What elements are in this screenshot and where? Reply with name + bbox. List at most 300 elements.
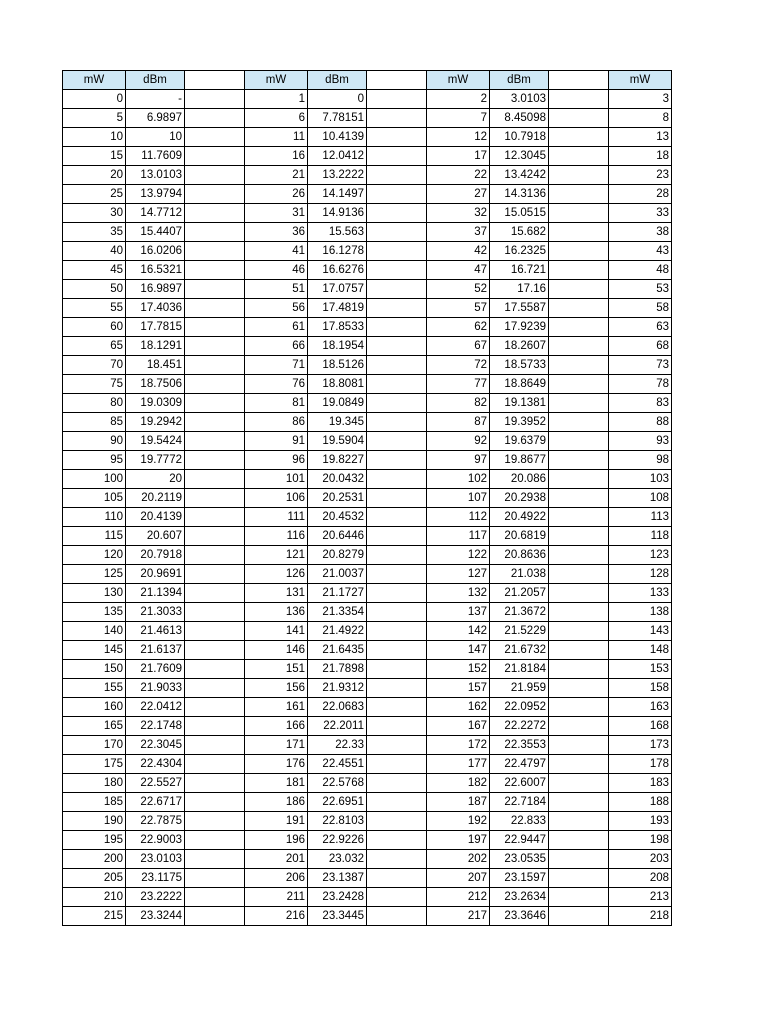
table-cell[interactable] bbox=[185, 261, 245, 280]
table-cell[interactable]: 21.9033 bbox=[126, 679, 185, 698]
table-cell[interactable] bbox=[549, 223, 609, 242]
table-cell[interactable]: 22.8103 bbox=[308, 812, 367, 831]
table-cell[interactable] bbox=[367, 432, 427, 451]
table-cell[interactable] bbox=[549, 622, 609, 641]
table-cell[interactable]: 23.3646 bbox=[490, 907, 549, 926]
table-cell[interactable]: 10 bbox=[126, 128, 185, 147]
table-cell[interactable]: 23.1387 bbox=[308, 869, 367, 888]
table-cell[interactable]: 20.2938 bbox=[490, 489, 549, 508]
table-cell[interactable] bbox=[549, 470, 609, 489]
table-cell[interactable] bbox=[185, 128, 245, 147]
table-cell[interactable]: 3.0103 bbox=[490, 90, 549, 109]
table-cell[interactable] bbox=[185, 888, 245, 907]
table-cell[interactable]: 8.45098 bbox=[490, 109, 549, 128]
table-cell[interactable] bbox=[185, 698, 245, 717]
table-cell[interactable]: 206 bbox=[245, 869, 308, 888]
table-cell[interactable]: 17 bbox=[427, 147, 490, 166]
table-cell[interactable]: 181 bbox=[245, 774, 308, 793]
table-cell[interactable]: 14.9136 bbox=[308, 204, 367, 223]
table-cell[interactable] bbox=[549, 755, 609, 774]
table-cell[interactable]: 18.8649 bbox=[490, 375, 549, 394]
table-cell[interactable]: 96 bbox=[245, 451, 308, 470]
table-cell[interactable] bbox=[185, 603, 245, 622]
table-cell[interactable] bbox=[185, 223, 245, 242]
header-dbm-7[interactable]: dBm bbox=[490, 71, 549, 90]
table-cell[interactable]: 21.3033 bbox=[126, 603, 185, 622]
table-cell[interactable]: 26 bbox=[245, 185, 308, 204]
table-cell[interactable]: 6.9897 bbox=[126, 109, 185, 128]
table-cell[interactable]: 14.7712 bbox=[126, 204, 185, 223]
table-cell[interactable]: 42 bbox=[427, 242, 490, 261]
table-cell[interactable]: 40 bbox=[63, 242, 126, 261]
table-cell[interactable]: 217 bbox=[427, 907, 490, 926]
table-cell[interactable]: 170 bbox=[63, 736, 126, 755]
table-cell[interactable]: 213 bbox=[609, 888, 672, 907]
table-cell[interactable] bbox=[367, 337, 427, 356]
table-cell[interactable] bbox=[549, 850, 609, 869]
table-cell[interactable]: 20.6819 bbox=[490, 527, 549, 546]
table-cell[interactable]: 8 bbox=[609, 109, 672, 128]
table-cell[interactable]: 193 bbox=[609, 812, 672, 831]
table-cell[interactable]: 22.7875 bbox=[126, 812, 185, 831]
table-cell[interactable]: 19.1381 bbox=[490, 394, 549, 413]
table-cell[interactable] bbox=[367, 565, 427, 584]
table-cell[interactable]: 19.5904 bbox=[308, 432, 367, 451]
table-cell[interactable]: 120 bbox=[63, 546, 126, 565]
table-cell[interactable] bbox=[367, 584, 427, 603]
table-cell[interactable] bbox=[549, 147, 609, 166]
header-mw-6[interactable]: mW bbox=[427, 71, 490, 90]
table-cell[interactable] bbox=[367, 128, 427, 147]
table-cell[interactable]: 15.682 bbox=[490, 223, 549, 242]
table-cell[interactable]: 0 bbox=[308, 90, 367, 109]
table-cell[interactable]: 17.8533 bbox=[308, 318, 367, 337]
table-cell[interactable] bbox=[185, 166, 245, 185]
table-cell[interactable]: 187 bbox=[427, 793, 490, 812]
table-cell[interactable] bbox=[549, 375, 609, 394]
table-cell[interactable]: 16 bbox=[245, 147, 308, 166]
table-cell[interactable]: 22.7184 bbox=[490, 793, 549, 812]
table-cell[interactable]: 60 bbox=[63, 318, 126, 337]
table-cell[interactable]: 93 bbox=[609, 432, 672, 451]
table-cell[interactable]: 11.7609 bbox=[126, 147, 185, 166]
table-cell[interactable]: 20.8279 bbox=[308, 546, 367, 565]
table-cell[interactable] bbox=[367, 394, 427, 413]
table-cell[interactable]: 22.0952 bbox=[490, 698, 549, 717]
table-cell[interactable]: 212 bbox=[427, 888, 490, 907]
table-cell[interactable]: 22.6717 bbox=[126, 793, 185, 812]
table-cell[interactable]: 22.0683 bbox=[308, 698, 367, 717]
table-cell[interactable] bbox=[185, 318, 245, 337]
table-cell[interactable]: 186 bbox=[245, 793, 308, 812]
table-cell[interactable] bbox=[367, 679, 427, 698]
table-cell[interactable]: 22.2272 bbox=[490, 717, 549, 736]
table-cell[interactable]: 182 bbox=[427, 774, 490, 793]
table-cell[interactable]: 16.721 bbox=[490, 261, 549, 280]
table-cell[interactable]: 2 bbox=[427, 90, 490, 109]
table-cell[interactable] bbox=[185, 679, 245, 698]
table-cell[interactable]: 38 bbox=[609, 223, 672, 242]
table-cell[interactable]: 52 bbox=[427, 280, 490, 299]
table-cell[interactable] bbox=[185, 584, 245, 603]
table-cell[interactable] bbox=[549, 90, 609, 109]
table-cell[interactable]: 22.4551 bbox=[308, 755, 367, 774]
table-cell[interactable] bbox=[185, 850, 245, 869]
table-cell[interactable]: 166 bbox=[245, 717, 308, 736]
table-cell[interactable]: 19.2942 bbox=[126, 413, 185, 432]
table-cell[interactable]: 68 bbox=[609, 337, 672, 356]
table-cell[interactable] bbox=[549, 280, 609, 299]
table-cell[interactable]: 130 bbox=[63, 584, 126, 603]
table-cell[interactable] bbox=[185, 90, 245, 109]
table-cell[interactable]: 19.5424 bbox=[126, 432, 185, 451]
table-cell[interactable] bbox=[367, 527, 427, 546]
table-cell[interactable]: 22.3553 bbox=[490, 736, 549, 755]
table-cell[interactable] bbox=[549, 432, 609, 451]
table-cell[interactable] bbox=[367, 280, 427, 299]
table-cell[interactable]: 27 bbox=[427, 185, 490, 204]
table-cell[interactable]: 23.0535 bbox=[490, 850, 549, 869]
table-cell[interactable] bbox=[185, 660, 245, 679]
table-cell[interactable]: 18.7506 bbox=[126, 375, 185, 394]
table-cell[interactable]: 138 bbox=[609, 603, 672, 622]
table-cell[interactable]: 21.6435 bbox=[308, 641, 367, 660]
table-cell[interactable]: 13.0103 bbox=[126, 166, 185, 185]
table-cell[interactable] bbox=[185, 508, 245, 527]
table-cell[interactable]: 19.8677 bbox=[490, 451, 549, 470]
table-cell[interactable] bbox=[549, 394, 609, 413]
table-cell[interactable] bbox=[367, 470, 427, 489]
table-cell[interactable]: 21.6137 bbox=[126, 641, 185, 660]
table-cell[interactable] bbox=[367, 375, 427, 394]
table-cell[interactable]: 143 bbox=[609, 622, 672, 641]
table-cell[interactable]: 15.0515 bbox=[490, 204, 549, 223]
table-cell[interactable] bbox=[549, 717, 609, 736]
table-cell[interactable] bbox=[549, 869, 609, 888]
table-cell[interactable]: 195 bbox=[63, 831, 126, 850]
table-cell[interactable]: 23.2222 bbox=[126, 888, 185, 907]
table-cell[interactable]: 216 bbox=[245, 907, 308, 926]
table-cell[interactable]: 22 bbox=[427, 166, 490, 185]
table-cell[interactable]: 67 bbox=[427, 337, 490, 356]
table-cell[interactable]: 21.959 bbox=[490, 679, 549, 698]
table-cell[interactable]: 23.032 bbox=[308, 850, 367, 869]
table-cell[interactable]: 202 bbox=[427, 850, 490, 869]
table-cell[interactable]: 142 bbox=[427, 622, 490, 641]
table-cell[interactable]: 132 bbox=[427, 584, 490, 603]
table-cell[interactable]: 21.7898 bbox=[308, 660, 367, 679]
table-cell[interactable]: 78 bbox=[609, 375, 672, 394]
table-cell[interactable]: 17.7815 bbox=[126, 318, 185, 337]
table-cell[interactable]: 163 bbox=[609, 698, 672, 717]
table-cell[interactable]: 20.7918 bbox=[126, 546, 185, 565]
table-cell[interactable] bbox=[367, 166, 427, 185]
header-spacer-8[interactable] bbox=[549, 71, 609, 90]
table-cell[interactable]: 197 bbox=[427, 831, 490, 850]
table-cell[interactable]: 21.3354 bbox=[308, 603, 367, 622]
table-cell[interactable] bbox=[367, 147, 427, 166]
table-cell[interactable]: 22.9226 bbox=[308, 831, 367, 850]
table-cell[interactable]: 121 bbox=[245, 546, 308, 565]
table-cell[interactable]: 14.1497 bbox=[308, 185, 367, 204]
table-cell[interactable] bbox=[549, 242, 609, 261]
table-cell[interactable] bbox=[367, 831, 427, 850]
table-cell[interactable]: 168 bbox=[609, 717, 672, 736]
table-cell[interactable] bbox=[185, 527, 245, 546]
table-cell[interactable]: 10 bbox=[63, 128, 126, 147]
table-cell[interactable]: 22.0412 bbox=[126, 698, 185, 717]
table-cell[interactable]: 192 bbox=[427, 812, 490, 831]
table-cell[interactable]: 83 bbox=[609, 394, 672, 413]
table-cell[interactable]: 47 bbox=[427, 261, 490, 280]
table-cell[interactable]: 15 bbox=[63, 147, 126, 166]
table-cell[interactable] bbox=[185, 565, 245, 584]
table-cell[interactable]: 19.0849 bbox=[308, 394, 367, 413]
table-cell[interactable]: 210 bbox=[63, 888, 126, 907]
header-mw-0[interactable]: mW bbox=[63, 71, 126, 90]
table-cell[interactable] bbox=[185, 717, 245, 736]
table-cell[interactable] bbox=[549, 698, 609, 717]
table-cell[interactable] bbox=[367, 698, 427, 717]
table-cell[interactable] bbox=[367, 888, 427, 907]
table-cell[interactable]: 45 bbox=[63, 261, 126, 280]
table-cell[interactable] bbox=[549, 166, 609, 185]
table-cell[interactable]: 172 bbox=[427, 736, 490, 755]
table-cell[interactable]: 128 bbox=[609, 565, 672, 584]
table-cell[interactable]: 21.5229 bbox=[490, 622, 549, 641]
table-cell[interactable]: 19.7772 bbox=[126, 451, 185, 470]
table-cell[interactable] bbox=[367, 850, 427, 869]
table-cell[interactable] bbox=[185, 755, 245, 774]
table-cell[interactable]: 61 bbox=[245, 318, 308, 337]
table-cell[interactable]: 153 bbox=[609, 660, 672, 679]
table-cell[interactable] bbox=[185, 831, 245, 850]
table-cell[interactable]: 16.0206 bbox=[126, 242, 185, 261]
table-cell[interactable]: 32 bbox=[427, 204, 490, 223]
table-cell[interactable]: 21.3672 bbox=[490, 603, 549, 622]
table-cell[interactable] bbox=[185, 622, 245, 641]
table-cell[interactable] bbox=[549, 337, 609, 356]
table-cell[interactable]: 17.4036 bbox=[126, 299, 185, 318]
table-cell[interactable] bbox=[185, 109, 245, 128]
table-cell[interactable] bbox=[367, 413, 427, 432]
table-cell[interactable]: 66 bbox=[245, 337, 308, 356]
table-cell[interactable]: 122 bbox=[427, 546, 490, 565]
table-cell[interactable]: 100 bbox=[63, 470, 126, 489]
table-cell[interactable] bbox=[367, 546, 427, 565]
table-cell[interactable]: 116 bbox=[245, 527, 308, 546]
table-cell[interactable]: 22.33 bbox=[308, 736, 367, 755]
table-cell[interactable] bbox=[367, 869, 427, 888]
table-cell[interactable]: 87 bbox=[427, 413, 490, 432]
table-cell[interactable] bbox=[367, 109, 427, 128]
table-cell[interactable] bbox=[185, 470, 245, 489]
table-cell[interactable]: 190 bbox=[63, 812, 126, 831]
table-cell[interactable] bbox=[549, 261, 609, 280]
table-cell[interactable]: 147 bbox=[427, 641, 490, 660]
table-cell[interactable]: 86 bbox=[245, 413, 308, 432]
table-cell[interactable]: 141 bbox=[245, 622, 308, 641]
table-cell[interactable]: 146 bbox=[245, 641, 308, 660]
table-cell[interactable]: 80 bbox=[63, 394, 126, 413]
table-cell[interactable]: 207 bbox=[427, 869, 490, 888]
table-cell[interactable] bbox=[549, 489, 609, 508]
table-cell[interactable]: 65 bbox=[63, 337, 126, 356]
table-cell[interactable]: 23.0103 bbox=[126, 850, 185, 869]
table-cell[interactable]: 16.5321 bbox=[126, 261, 185, 280]
table-cell[interactable]: 145 bbox=[63, 641, 126, 660]
table-cell[interactable]: 191 bbox=[245, 812, 308, 831]
table-cell[interactable]: 88 bbox=[609, 413, 672, 432]
table-cell[interactable] bbox=[549, 128, 609, 147]
table-cell[interactable]: 53 bbox=[609, 280, 672, 299]
table-cell[interactable]: 82 bbox=[427, 394, 490, 413]
table-cell[interactable]: 23.3445 bbox=[308, 907, 367, 926]
table-cell[interactable]: 208 bbox=[609, 869, 672, 888]
table-cell[interactable]: 7.78151 bbox=[308, 109, 367, 128]
table-cell[interactable] bbox=[549, 508, 609, 527]
table-cell[interactable]: 62 bbox=[427, 318, 490, 337]
table-cell[interactable]: 135 bbox=[63, 603, 126, 622]
table-cell[interactable]: 165 bbox=[63, 717, 126, 736]
table-cell[interactable]: 201 bbox=[245, 850, 308, 869]
table-cell[interactable]: 50 bbox=[63, 280, 126, 299]
table-cell[interactable] bbox=[185, 299, 245, 318]
table-cell[interactable]: 198 bbox=[609, 831, 672, 850]
table-cell[interactable]: 95 bbox=[63, 451, 126, 470]
table-cell[interactable]: 28 bbox=[609, 185, 672, 204]
table-cell[interactable] bbox=[549, 413, 609, 432]
table-cell[interactable]: - bbox=[126, 90, 185, 109]
table-cell[interactable] bbox=[367, 451, 427, 470]
table-cell[interactable]: 167 bbox=[427, 717, 490, 736]
table-cell[interactable]: 13.9794 bbox=[126, 185, 185, 204]
table-cell[interactable]: 22.5527 bbox=[126, 774, 185, 793]
table-cell[interactable]: 176 bbox=[245, 755, 308, 774]
table-cell[interactable]: 97 bbox=[427, 451, 490, 470]
table-cell[interactable]: 76 bbox=[245, 375, 308, 394]
table-cell[interactable] bbox=[549, 774, 609, 793]
table-cell[interactable]: 18.451 bbox=[126, 356, 185, 375]
table-cell[interactable] bbox=[549, 584, 609, 603]
table-cell[interactable] bbox=[185, 185, 245, 204]
table-cell[interactable]: 18.8081 bbox=[308, 375, 367, 394]
table-cell[interactable]: 41 bbox=[245, 242, 308, 261]
table-cell[interactable]: 108 bbox=[609, 489, 672, 508]
table-cell[interactable]: 22.9003 bbox=[126, 831, 185, 850]
table-cell[interactable]: 98 bbox=[609, 451, 672, 470]
table-cell[interactable]: 18.5126 bbox=[308, 356, 367, 375]
table-cell[interactable]: 127 bbox=[427, 565, 490, 584]
table-cell[interactable]: 21 bbox=[245, 166, 308, 185]
table-cell[interactable]: 123 bbox=[609, 546, 672, 565]
table-cell[interactable]: 160 bbox=[63, 698, 126, 717]
table-cell[interactable]: 15.563 bbox=[308, 223, 367, 242]
table-cell[interactable]: 23.1597 bbox=[490, 869, 549, 888]
table-cell[interactable]: 48 bbox=[609, 261, 672, 280]
table-cell[interactable]: 37 bbox=[427, 223, 490, 242]
table-cell[interactable]: 117 bbox=[427, 527, 490, 546]
table-cell[interactable] bbox=[185, 337, 245, 356]
table-cell[interactable]: 156 bbox=[245, 679, 308, 698]
table-cell[interactable] bbox=[549, 736, 609, 755]
table-cell[interactable]: 22.9447 bbox=[490, 831, 549, 850]
table-cell[interactable]: 21.038 bbox=[490, 565, 549, 584]
table-cell[interactable]: 85 bbox=[63, 413, 126, 432]
table-cell[interactable]: 157 bbox=[427, 679, 490, 698]
table-cell[interactable]: 22.4304 bbox=[126, 755, 185, 774]
table-cell[interactable]: 110 bbox=[63, 508, 126, 527]
table-cell[interactable]: 200 bbox=[63, 850, 126, 869]
table-cell[interactable]: 17.9239 bbox=[490, 318, 549, 337]
table-cell[interactable] bbox=[185, 869, 245, 888]
table-cell[interactable]: 211 bbox=[245, 888, 308, 907]
table-cell[interactable]: 180 bbox=[63, 774, 126, 793]
table-cell[interactable]: 118 bbox=[609, 527, 672, 546]
table-cell[interactable]: 101 bbox=[245, 470, 308, 489]
table-cell[interactable]: 19.345 bbox=[308, 413, 367, 432]
table-cell[interactable]: 103 bbox=[609, 470, 672, 489]
table-cell[interactable]: 175 bbox=[63, 755, 126, 774]
table-cell[interactable]: 21.2057 bbox=[490, 584, 549, 603]
table-cell[interactable] bbox=[185, 451, 245, 470]
table-cell[interactable]: 12.3045 bbox=[490, 147, 549, 166]
table-cell[interactable]: 30 bbox=[63, 204, 126, 223]
table-cell[interactable]: 92 bbox=[427, 432, 490, 451]
table-cell[interactable]: 20.8636 bbox=[490, 546, 549, 565]
table-cell[interactable]: 215 bbox=[63, 907, 126, 926]
table-cell[interactable]: 105 bbox=[63, 489, 126, 508]
table-cell[interactable] bbox=[367, 907, 427, 926]
table-cell[interactable]: 17.5587 bbox=[490, 299, 549, 318]
header-dbm-4[interactable]: dBm bbox=[308, 71, 367, 90]
table-cell[interactable]: 21.7609 bbox=[126, 660, 185, 679]
table-cell[interactable] bbox=[367, 508, 427, 527]
table-cell[interactable]: 171 bbox=[245, 736, 308, 755]
table-cell[interactable]: 21.8184 bbox=[490, 660, 549, 679]
table-cell[interactable]: 21.0037 bbox=[308, 565, 367, 584]
table-cell[interactable]: 22.6007 bbox=[490, 774, 549, 793]
table-cell[interactable] bbox=[367, 185, 427, 204]
table-cell[interactable]: 113 bbox=[609, 508, 672, 527]
table-cell[interactable]: 81 bbox=[245, 394, 308, 413]
table-cell[interactable]: 13.2222 bbox=[308, 166, 367, 185]
table-cell[interactable] bbox=[185, 147, 245, 166]
table-cell[interactable] bbox=[367, 812, 427, 831]
table-cell[interactable]: 10.7918 bbox=[490, 128, 549, 147]
table-cell[interactable]: 158 bbox=[609, 679, 672, 698]
header-spacer-2[interactable] bbox=[185, 71, 245, 90]
table-cell[interactable]: 188 bbox=[609, 793, 672, 812]
table-cell[interactable] bbox=[367, 318, 427, 337]
table-cell[interactable]: 14.3136 bbox=[490, 185, 549, 204]
table-cell[interactable]: 20.4922 bbox=[490, 508, 549, 527]
table-cell[interactable]: 20.0432 bbox=[308, 470, 367, 489]
table-cell[interactable] bbox=[185, 812, 245, 831]
table-cell[interactable]: 55 bbox=[63, 299, 126, 318]
table-cell[interactable] bbox=[549, 318, 609, 337]
table-cell[interactable] bbox=[185, 774, 245, 793]
table-cell[interactable] bbox=[549, 641, 609, 660]
table-cell[interactable]: 185 bbox=[63, 793, 126, 812]
table-cell[interactable] bbox=[367, 736, 427, 755]
table-cell[interactable]: 148 bbox=[609, 641, 672, 660]
table-cell[interactable] bbox=[367, 774, 427, 793]
table-cell[interactable] bbox=[549, 565, 609, 584]
table-cell[interactable] bbox=[367, 299, 427, 318]
table-cell[interactable]: 46 bbox=[245, 261, 308, 280]
table-cell[interactable]: 137 bbox=[427, 603, 490, 622]
